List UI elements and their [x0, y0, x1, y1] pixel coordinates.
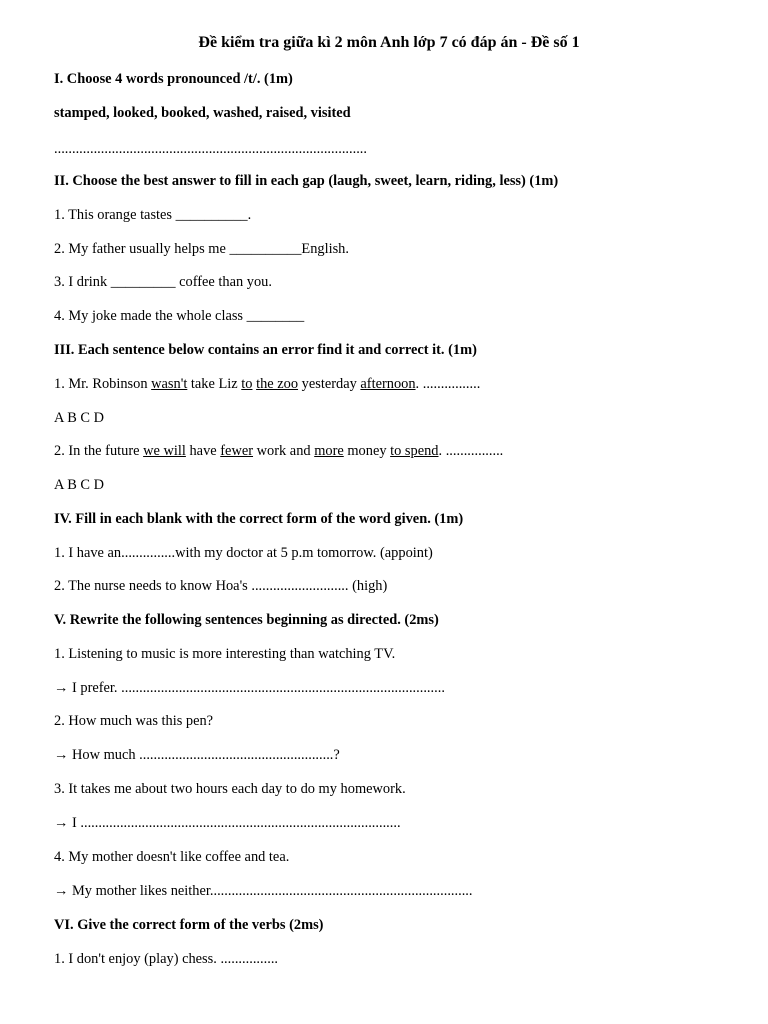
section-6-heading: VI. Give the correct form of the verbs (2ms) — [54, 917, 324, 933]
underlined-option-a: we will — [143, 443, 186, 459]
section-3-options-1: A B C D — [54, 410, 104, 426]
section-5-question-1: 1. Listening to music is more interesting than watching TV. — [54, 646, 396, 662]
text-part: 1. Mr. Robinson — [54, 376, 152, 392]
section-5-answer-3: → I ......................................................................................... — [54, 815, 401, 831]
text-part: 2. In the future — [54, 443, 144, 459]
section-1-answer-line: ....................................................................................... — [54, 141, 367, 157]
section-5-question-3: 3. It takes me about two hours each day to do my homework. — [54, 781, 406, 797]
text-part: . ................ — [415, 376, 481, 392]
underlined-option-c: more — [314, 443, 344, 459]
text-part: work and — [253, 443, 315, 459]
underlined-option-c: the zoo — [256, 376, 299, 392]
underlined-option-b: to — [241, 376, 253, 392]
section-3-heading: III. Each sentence below contains an error find it and correct it. (1m) — [54, 342, 477, 358]
text-part: have — [185, 443, 221, 459]
section-5-question-4: 4. My mother doesn't like coffee and tea. — [54, 849, 290, 865]
section-3-question-1 — [54, 375, 480, 393]
section-5-answer-4: → My mother likes neither......................................................................... — [54, 883, 473, 899]
section-3-question-2 — [54, 442, 503, 460]
section-5-question-2: 2. How much was this pen? — [54, 713, 214, 729]
section-4-question-1: 1. I have an...............with my doctor at 5 p.m tomorrow. (appoint) — [54, 545, 433, 561]
section-1-heading: I. Choose 4 words pronounced /t/. (1m) — [54, 71, 293, 87]
section-5-heading: V. Rewrite the following sentences beginning as directed. (2ms) — [54, 612, 439, 628]
text-part: yesterday — [298, 376, 361, 392]
section-4-question-2: 2. The nurse needs to know Hoa's ........................... (high) — [54, 578, 388, 594]
underlined-option-d: afternoon — [360, 376, 416, 392]
section-1-word-list: stamped, looked, booked, washed, raised, visited — [54, 105, 351, 121]
text-part: . ................ — [438, 443, 504, 459]
section-2-question-4: 4. My joke made the whole class ________ — [54, 308, 305, 324]
section-4-heading: IV. Fill in each blank with the correct form of the word given. (1m) — [54, 511, 464, 527]
section-3-options-2: A B C D — [54, 477, 104, 493]
section-5-answer-1: → I prefer. .......................................................................................... — [54, 680, 445, 696]
section-2-question-1: 1. This orange tastes __________. — [54, 207, 252, 223]
document-title: Đề kiểm tra giữa kì 2 môn Anh lớp 7 có đáp án - Đề số 1 — [198, 34, 580, 51]
underlined-option-b: fewer — [220, 443, 254, 459]
section-2-heading: II. Choose the best answer to fill in each gap (laugh, sweet, learn, riding, less) (1m) — [54, 173, 559, 189]
section-2-question-2: 2. My father usually helps me __________English. — [54, 241, 349, 257]
underlined-option-a: wasn't — [151, 376, 188, 392]
section-6-question-1: 1. I don't enjoy (play) chess. ................ — [54, 951, 279, 967]
underlined-option-d: to spend — [390, 443, 439, 459]
section-2-question-3: 3. I drink _________ coffee than you. — [54, 274, 272, 290]
text-part: money — [343, 443, 391, 459]
section-5-answer-2: → How much ......................................................? — [54, 747, 340, 763]
text-part: take Liz — [187, 376, 242, 392]
